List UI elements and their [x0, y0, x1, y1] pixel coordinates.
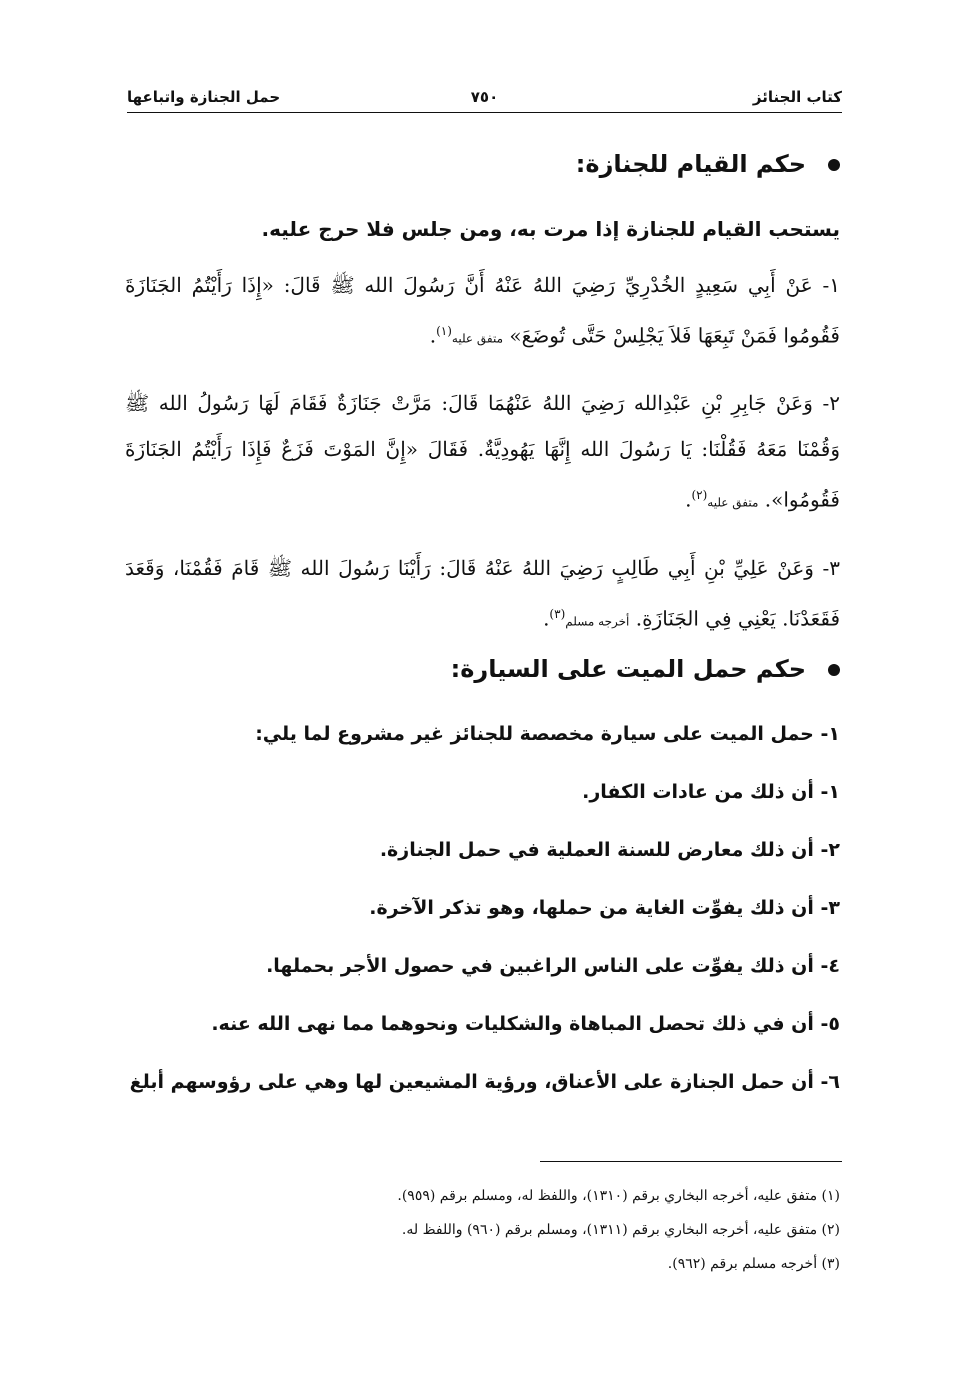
bullet-icon [828, 159, 840, 171]
footnote-2: (٢) متفق عليه، أخرجه البخاري برقم (١٣١١)، ومسلم برقم (٩٦٠) واللفظ له. [401, 1222, 840, 1238]
footnote-divider [540, 1161, 842, 1162]
footnote-ref: (١) [436, 324, 452, 338]
list-item: ٤- أن ذلك يفوِّت على الناس الراغبين في حصول الأجر بحملها. [266, 955, 840, 977]
bullet-icon [828, 664, 840, 676]
footnote-1: (١) متفق عليه، أخرجه البخاري برقم (١٣١٠)، واللفظ له، ومسلم برقم (٩٥٩). [397, 1188, 840, 1204]
list-item: ٦- أن حمل الجنازة على الأعناق، ورؤية المشيعين لها وهي على رؤوسهم أبلغ [129, 1071, 840, 1093]
list-item: ١- أن ذلك من عادات الكفار. [582, 781, 840, 803]
footnote-ref: (٢) [691, 488, 708, 502]
list-item: ٣- أن ذلك يفوِّت الغاية من حملها، وهو تذكر الآخرة. [369, 897, 840, 919]
footnote-ref: (٣) [549, 607, 566, 621]
hadith-1: ١- عَنْ أَبِي سَعِيدٍ الخُدْرِيِّ رَضِيَ اللهُ عَنْهُ أَنَّ رَسُولَ الله ﷺ قَالَ: «إِذَا رَأَيْتُمُ الجَنَازَةَ فَقُومُوا فَمَنْ تَبِعَهَا فَلاَ يَجْلِسْ حَتَّى تُوضَعَ» متفق عليه$^{(١)}$. [125, 273, 840, 348]
section-heading-standing [125, 150, 840, 179]
hadith-text: ١- عَنْ أَبِي سَعِيدٍ الخُدْرِيِّ رَضِيَ اللهُ عَنْهُ أَنَّ رَسُولَ الله ﷺ قَالَ: «إِذَا رَأَيْتُمُ الجَنَازَةَ فَقُومُوا فَمَنْ تَبِعَهَا فَلاَ يَجْلِسْ حَتَّى تُوضَعَ» [125, 273, 840, 348]
hadith-source: متفق عليه [707, 495, 759, 510]
hadith-3: ٣- وَعَنْ عَلِيِّ بْنِ أَبِي طَالِبٍ رَضِيَ اللهُ عَنْهُ قَالَ: رَأَيْنَا رَسُولَ الله ﷺ قَامَ فَقُمْنَا، وَقَعَدَ فَقَعَدْنَا. يَعْنِي فِي الجَنَازَةِ. أخرجه مسلم$^{(٣)}$. [125, 556, 840, 631]
hadith-text: ٣- وَعَنْ عَلِيِّ بْنِ أَبِي طَالِبٍ رَضِيَ اللهُ عَنْهُ قَالَ: رَأَيْنَا رَسُولَ الله ﷺ قَامَ فَقُمْنَا، وَقَعَدَ فَقَعَدْنَا. يَعْنِي فِي الجَنَازَةِ. [125, 556, 840, 631]
hadith-source: متفق عليه [451, 331, 504, 346]
section-title: حمل الجنازة واتباعها [127, 88, 281, 106]
list-item: ٥- أن في ذلك تحصل المباهاة والشكليات ونحوهما مما نهى الله عنه. [211, 1013, 840, 1035]
heading-text: حكم حمل الميت على السيارة: [450, 655, 806, 683]
hadith-source: أخرجه مسلم [565, 614, 630, 629]
section-heading-car [125, 655, 840, 684]
footnote-3: (٣) أخرجه مسلم برقم (٩٦٢). [667, 1256, 840, 1272]
heading-text: حكم القيام للجنازة: [575, 150, 806, 178]
page-number: ٧٥٠ [470, 88, 499, 106]
hadith-2: ٢- وَعَنْ جَابِرِ بْنِ عَبْدِالله رَضِيَ اللهُ عَنْهُمَا قَالَ: مَرَّتْ جَنَازَةٌ فَقَامَ لَهَا رَسُولُ الله ﷺ وَقُمْنَا مَعَهُ فَقُلْنَا: يَا رَسُولَ الله إِنَّهَا يَهُودِيَّةٌ. فَقَالَ «إِنَّ المَوْتَ فَزَعٌ فَإِذَا رَأَيْتُمُ الجَنَازَةَ فَقُومُوا». متفق عليه$^{(٢)}$. [125, 391, 840, 512]
section-intro: ١- حمل الميت على سيارة مخصصة للجنائز غير مشروع لما يلي: [255, 723, 840, 745]
running-header [127, 86, 842, 113]
list-item: ٢- أن ذلك معارض للسنة العملية في حمل الجنازة. [379, 839, 840, 861]
section-intro: يستحب القيام للجنازة إذا مرت به، ومن جلس فلا حرج عليه. [261, 217, 840, 241]
hadith-text: ٢- وَعَنْ جَابِرِ بْنِ عَبْدِالله رَضِيَ اللهُ عَنْهُمَا قَالَ: مَرَّتْ جَنَازَةٌ فَقَامَ لَهَا رَسُولُ الله ﷺ وَقُمْنَا مَعَهُ فَقُلْنَا: يَا رَسُولَ الله إِنَّهَا يَهُودِيَّةٌ. فَقَالَ «إِنَّ المَوْتَ فَزَعٌ فَإِذَا رَأَيْتُمُ الجَنَازَةَ فَقُومُوا». [125, 391, 840, 512]
chapter-title: كتاب الجنائز [752, 88, 842, 106]
